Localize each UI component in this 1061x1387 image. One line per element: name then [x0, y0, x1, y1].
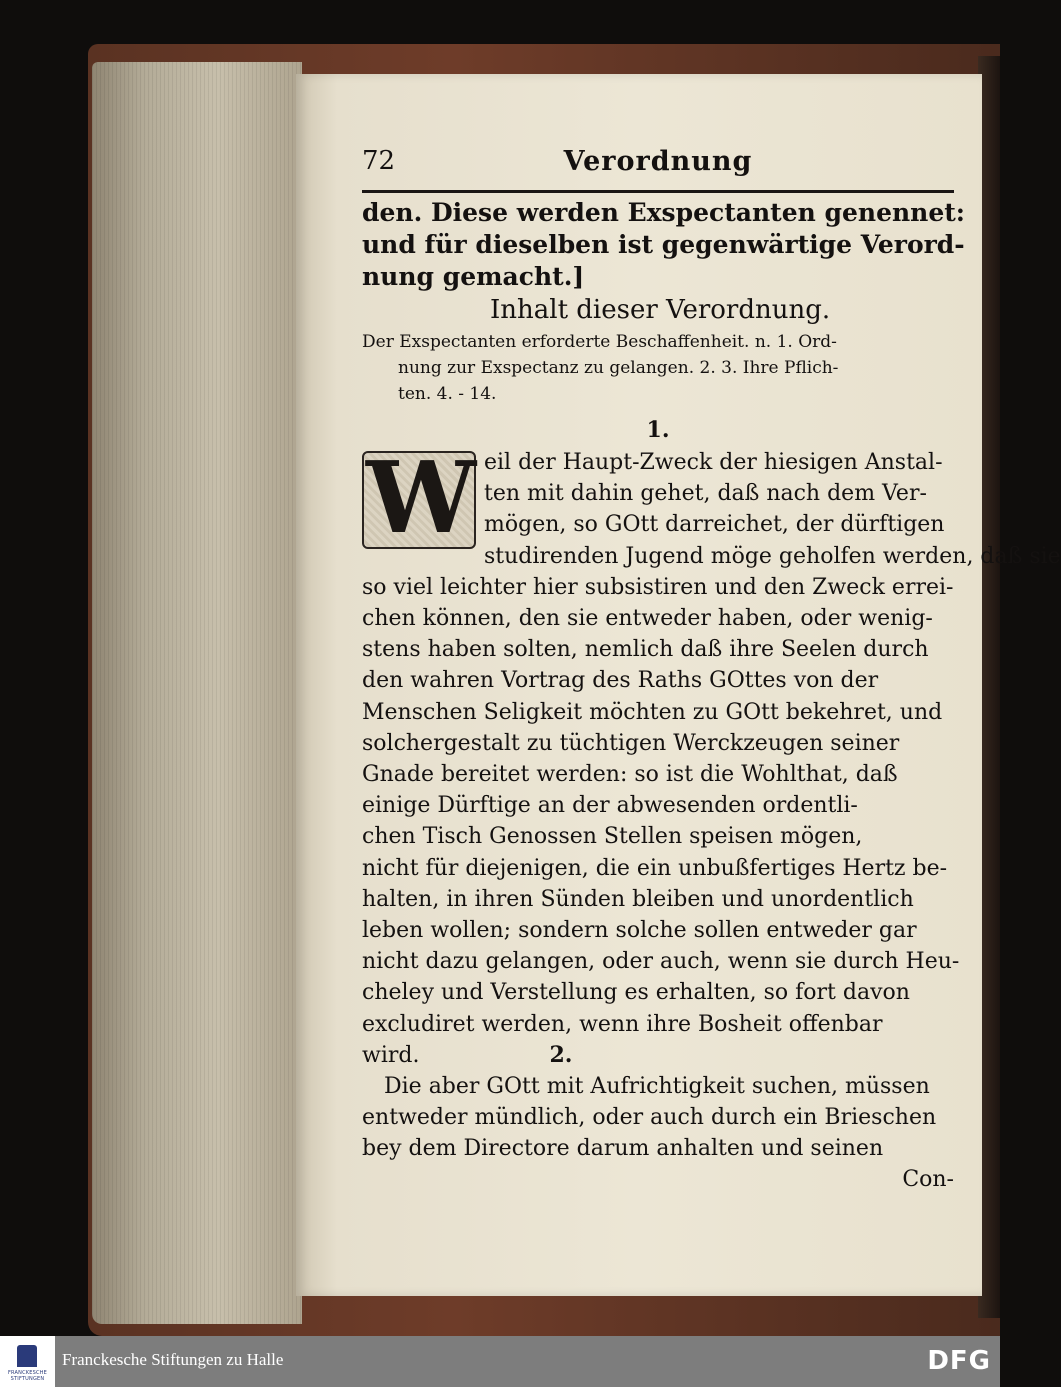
text-line [362, 1040, 954, 1071]
text-line: so viel leichter hier subsistiren und den Zweck errei- [362, 574, 954, 600]
text-line: cheley und Verstellung es erhalten, so fort davon [362, 980, 910, 1006]
text-line: einige Dürftige an der abwesenden ordentli- [362, 793, 858, 819]
text-line: stens haben solten, nemlich daß ihre Seelen durch [362, 637, 929, 663]
text-line: nung gemacht.] [362, 262, 585, 291]
section-number: 1. [646, 417, 670, 443]
book-page [296, 74, 1061, 1296]
header-rule [362, 190, 954, 193]
text-line: excludiret werden, wenn ihre Bosheit offenbar [362, 1011, 883, 1037]
text-line: ten. 4. - 14. [398, 384, 497, 404]
text-line-end: wird. [362, 1042, 420, 1068]
text-line: Menschen Seligkeit möchten zu GOtt bekehret, und [362, 699, 943, 725]
text-line: studirenden Jugend möge geholfen werden, daß sie [484, 543, 1061, 569]
catchword: Con- [902, 1166, 954, 1192]
contents-heading: Inhalt dieser Verordnung. [490, 295, 831, 325]
institution-name[interactable]: Franckesche Stiftungen zu Halle [62, 1350, 284, 1369]
running-title: Verordnung [563, 146, 753, 177]
text-line: solchergestalt zu tüchtigen Werckzeugen seiner [362, 730, 900, 756]
text-line: eil der Haupt-Zweck der hiesigen Anstal- [484, 450, 943, 475]
section-2-paragraph [362, 1071, 954, 1165]
text-line: mögen, so GOtt darreichet, der dürftigen [484, 512, 945, 538]
building-icon [17, 1345, 37, 1367]
text-line: nicht dazu gelangen, oder auch, wenn sie durch Heu- [362, 949, 960, 975]
text-line: bey dem Directore darum anhalten und seinen [362, 1136, 884, 1162]
footer-bar [0, 1336, 1000, 1387]
dfg-logo[interactable]: DFG [927, 1346, 991, 1376]
text-line: Gnade bereitet werden: so ist die Wohlthat, daß [362, 762, 898, 788]
section-number: 2. [549, 1041, 573, 1068]
intro-paragraph [362, 197, 966, 293]
text-line: ten mit dahin gehet, daß nach dem Ver- [484, 481, 927, 507]
text-line: und für dieselben ist gegenwärtige Verord- [362, 230, 965, 259]
drop-cap-initial: W [362, 451, 476, 549]
text-line: den wahren Vortrag des Raths GOttes von der [362, 668, 879, 694]
text-line: chen Tisch Genossen Stellen speisen mögen, [362, 824, 863, 850]
logo-text: FRANCKESCHE STIFTUNGEN [7, 1370, 48, 1382]
book-page-edges [92, 62, 302, 1324]
text-line: halten, in ihren Sünden bleiben und unordentlich [362, 886, 914, 912]
contents-summary [362, 329, 954, 407]
text-line: chen können, den sie entweder haben, oder wenig- [362, 606, 933, 632]
text-line: den. Diese werden Exspectanten genennet: [362, 198, 966, 227]
text-line: Die aber GOtt mit Aufrichtigkeit suchen, müssen [384, 1074, 930, 1100]
text-line: leben wollen; sondern solche sollen entweder gar [362, 918, 917, 944]
text-line: entweder mündlich, oder auch durch ein Brieschen [362, 1105, 937, 1131]
institution-logo[interactable] [0, 1336, 55, 1387]
text-line: nicht für diejenigen, die ein unbußfertiges Hertz be- [362, 855, 948, 881]
text-line: Der Exspectanten erforderte Beschaffenheit. n. 1. Ord- [362, 332, 837, 352]
running-head [362, 146, 954, 182]
text-line: nung zur Exspectanz zu gelangen. 2. 3. Ihre Pflich- [398, 358, 839, 378]
page-number: 72 [362, 146, 396, 176]
page-text-block [362, 146, 1061, 1195]
